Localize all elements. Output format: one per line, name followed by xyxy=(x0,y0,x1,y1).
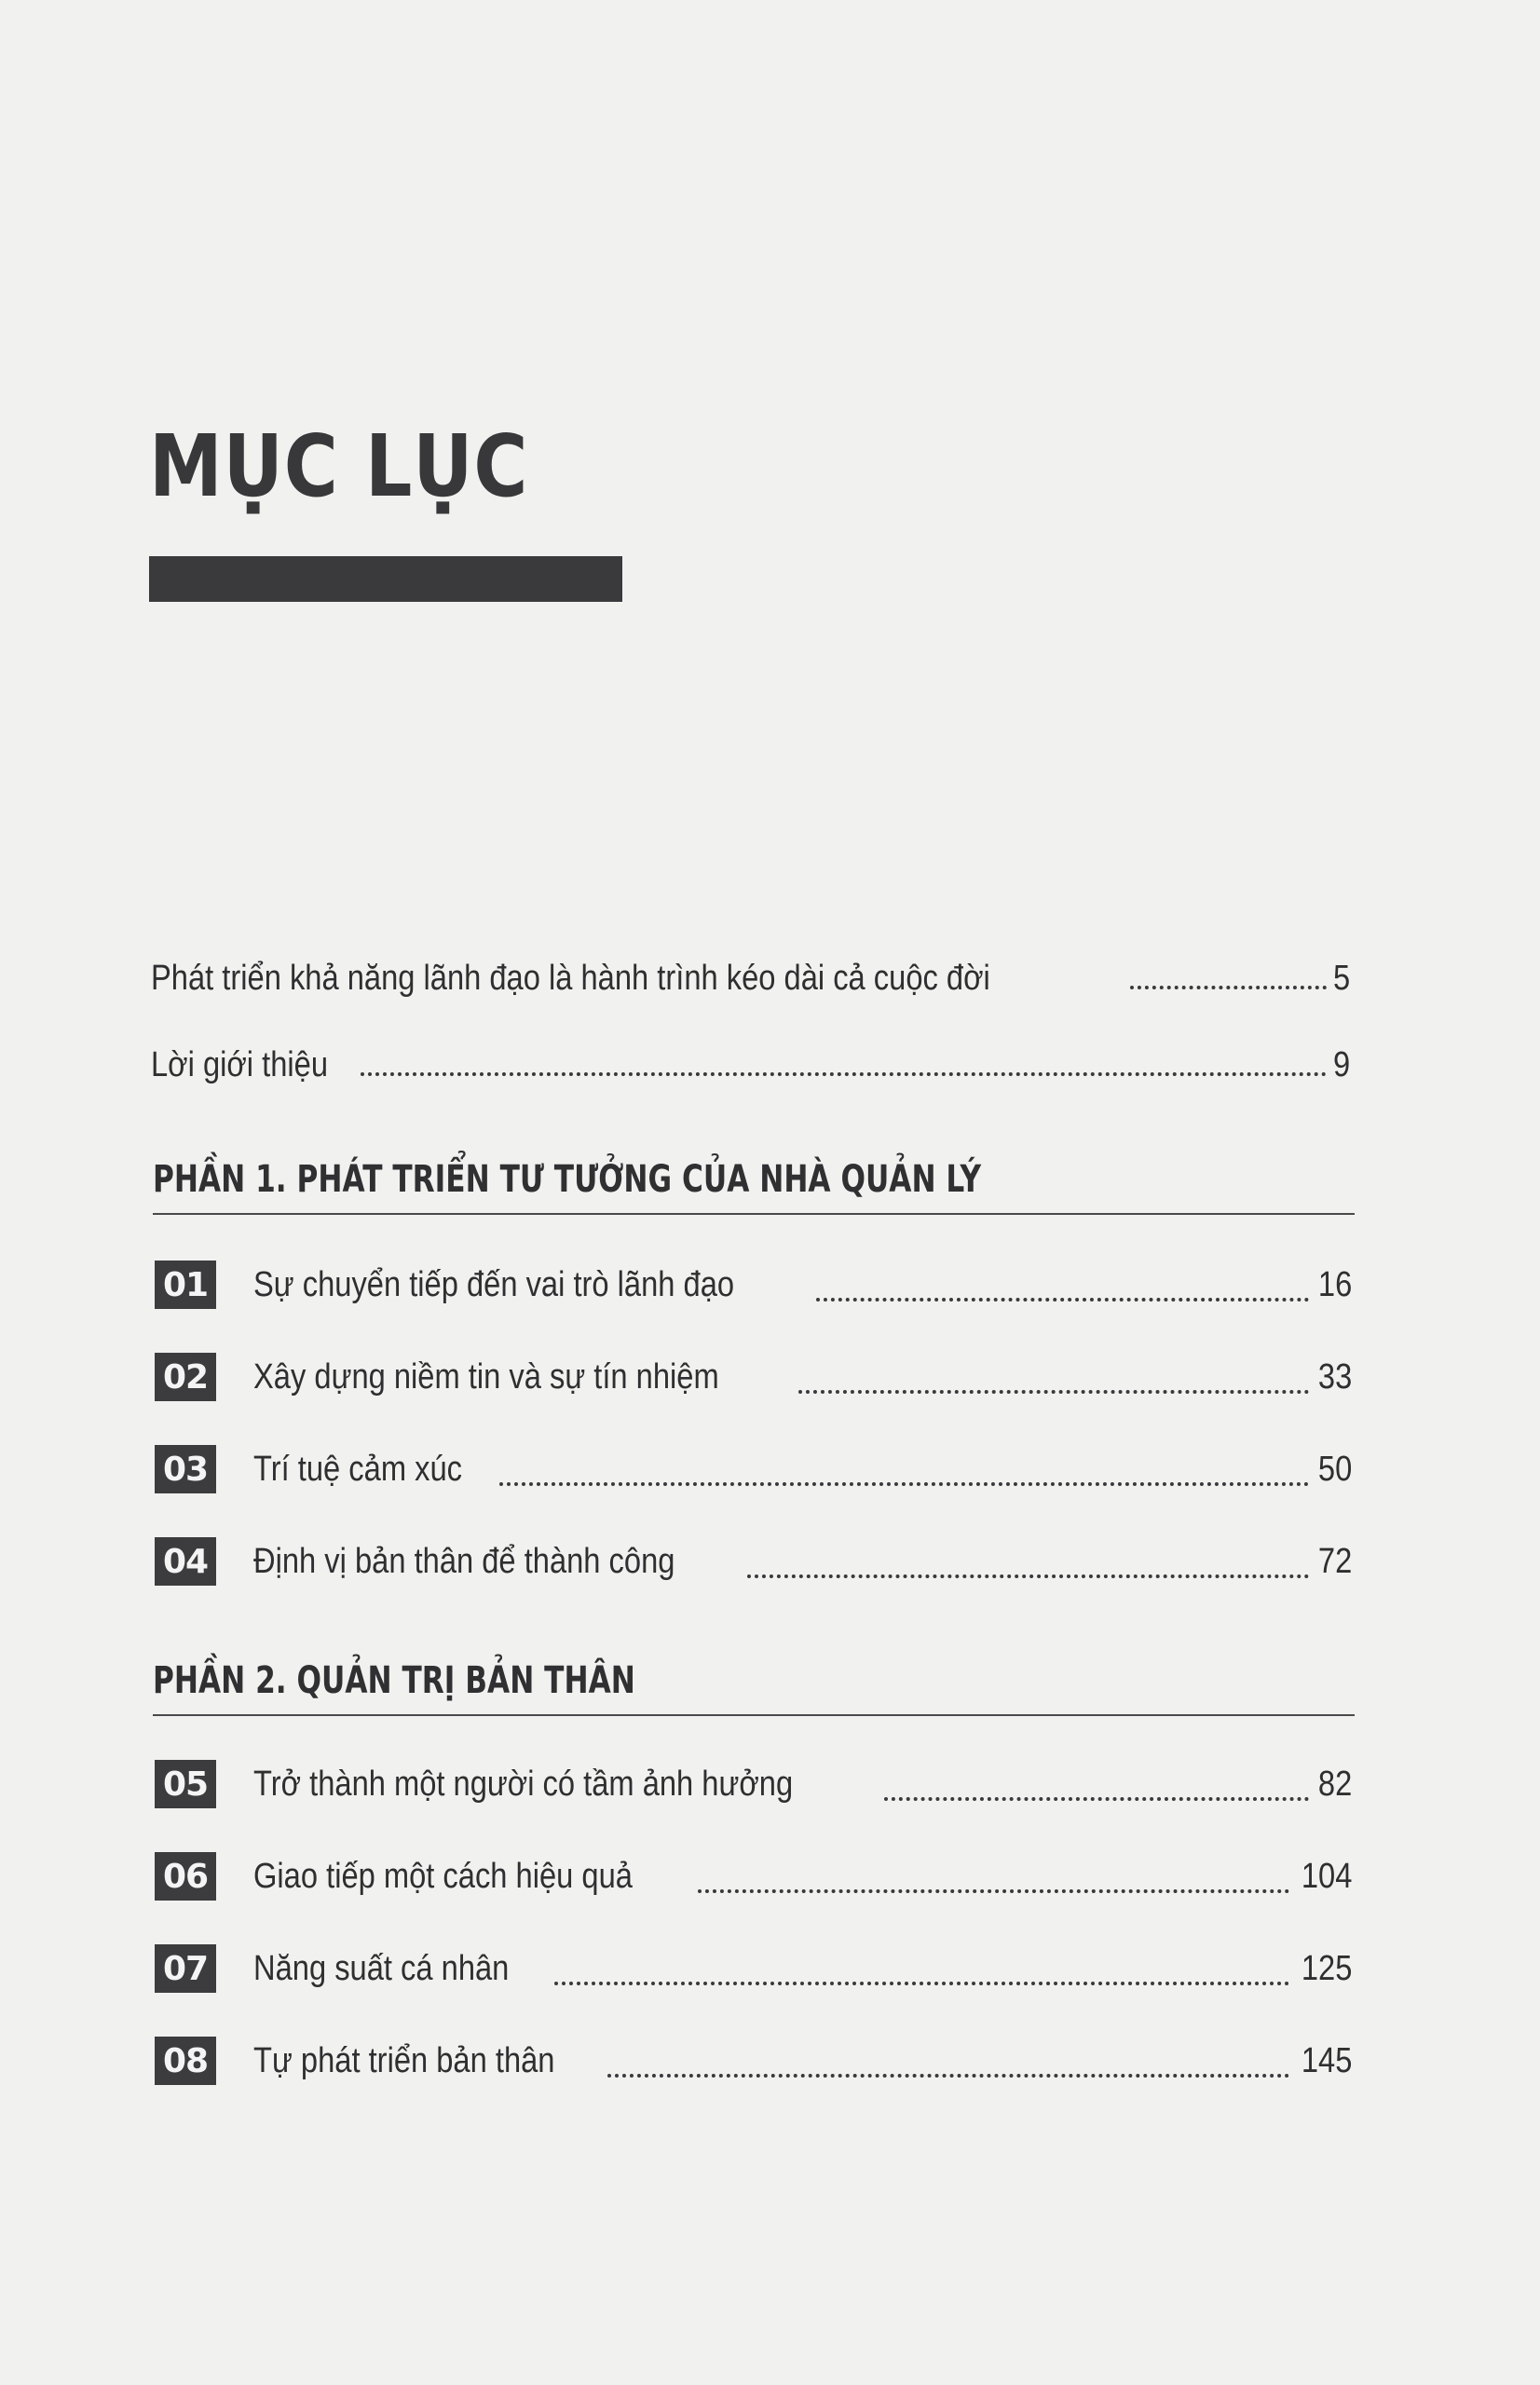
dot-leader xyxy=(698,1889,1288,1893)
chapter-page: 125 xyxy=(1301,1948,1352,1988)
dot-leader xyxy=(884,1797,1308,1801)
chapter-page: 145 xyxy=(1301,2040,1352,2080)
chapter-page: 16 xyxy=(1317,1264,1352,1304)
chapter-page: 104 xyxy=(1301,1856,1352,1896)
dot-leader xyxy=(607,2074,1288,2078)
part-heading-text: PHẦN 1. PHÁT TRIỂN TƯ TƯỞNG CỦA NHÀ QUẢN LÝ xyxy=(153,1158,982,1201)
dot-leader xyxy=(361,1072,1327,1076)
dot-leader xyxy=(747,1574,1309,1578)
toc-entry-label: Phát triển khả năng lãnh đạo là hành trình kéo dài cả cuộc đời xyxy=(151,959,990,998)
chapter-page: 33 xyxy=(1317,1356,1352,1397)
part-heading-text: PHẦN 2. QUẢN TRỊ BẢN THÂN xyxy=(153,1659,635,1702)
chapter-page: 50 xyxy=(1317,1449,1352,1489)
chapter-label: Trí tuệ cảm xúc xyxy=(253,1449,462,1489)
chapter-label: Trở thành một người có tầm ảnh hưởng xyxy=(253,1764,794,1804)
chapter-page: 82 xyxy=(1317,1764,1352,1804)
chapter-label: Sự chuyển tiếp đến vai trò lãnh đạo xyxy=(253,1264,735,1304)
chapter-number-badge: 03 xyxy=(155,1445,216,1493)
toc-entry-page: 9 xyxy=(1332,1045,1350,1084)
chapter-page: 72 xyxy=(1317,1541,1352,1581)
chapter-number-badge: 07 xyxy=(155,1944,216,1993)
toc-chapter-04[interactable] xyxy=(155,1535,1352,1588)
chapter-number-badge: 01 xyxy=(155,1261,216,1309)
toc-chapter-07[interactable] xyxy=(155,1942,1352,1995)
toc-chapter-08[interactable] xyxy=(155,2035,1352,2087)
chapter-number-badge: 02 xyxy=(155,1353,216,1401)
chapter-number-badge: 05 xyxy=(155,1760,216,1808)
toc-chapter-03[interactable] xyxy=(155,1443,1352,1495)
chapter-number-badge: 04 xyxy=(155,1537,216,1586)
dot-leader xyxy=(816,1298,1309,1302)
chapter-label: Năng suất cá nhân xyxy=(253,1948,510,1988)
chapter-label: Giao tiếp một cách hiệu quả xyxy=(253,1856,633,1896)
chapter-number-badge: 06 xyxy=(155,1852,216,1901)
chapter-label: Định vị bản thân để thành công xyxy=(253,1541,675,1581)
dot-leader xyxy=(1130,986,1326,989)
part-1-heading xyxy=(153,1153,1355,1215)
part-2-heading xyxy=(153,1655,1355,1716)
dot-leader xyxy=(499,1482,1308,1486)
toc-entry-introduction[interactable] xyxy=(151,1029,1350,1085)
title-underline-bar xyxy=(149,556,622,602)
toc-entry-page: 5 xyxy=(1332,959,1350,998)
toc-chapter-02[interactable] xyxy=(155,1351,1352,1403)
toc-entry-label: Lời giới thiệu xyxy=(151,1045,329,1084)
toc-entry-foreword[interactable] xyxy=(151,943,1350,999)
dot-leader xyxy=(798,1390,1309,1394)
chapter-number-badge: 08 xyxy=(155,2037,216,2085)
toc-chapter-05[interactable] xyxy=(155,1758,1352,1810)
toc-chapter-06[interactable] xyxy=(155,1850,1352,1902)
chapter-label: Tự phát triển bản thân xyxy=(253,2040,555,2080)
toc-chapter-01[interactable] xyxy=(155,1259,1352,1311)
chapter-label: Xây dựng niềm tin và sự tín nhiệm xyxy=(253,1356,719,1397)
dot-leader xyxy=(554,1982,1289,1985)
page-title: MỤC LỤC xyxy=(149,416,529,516)
